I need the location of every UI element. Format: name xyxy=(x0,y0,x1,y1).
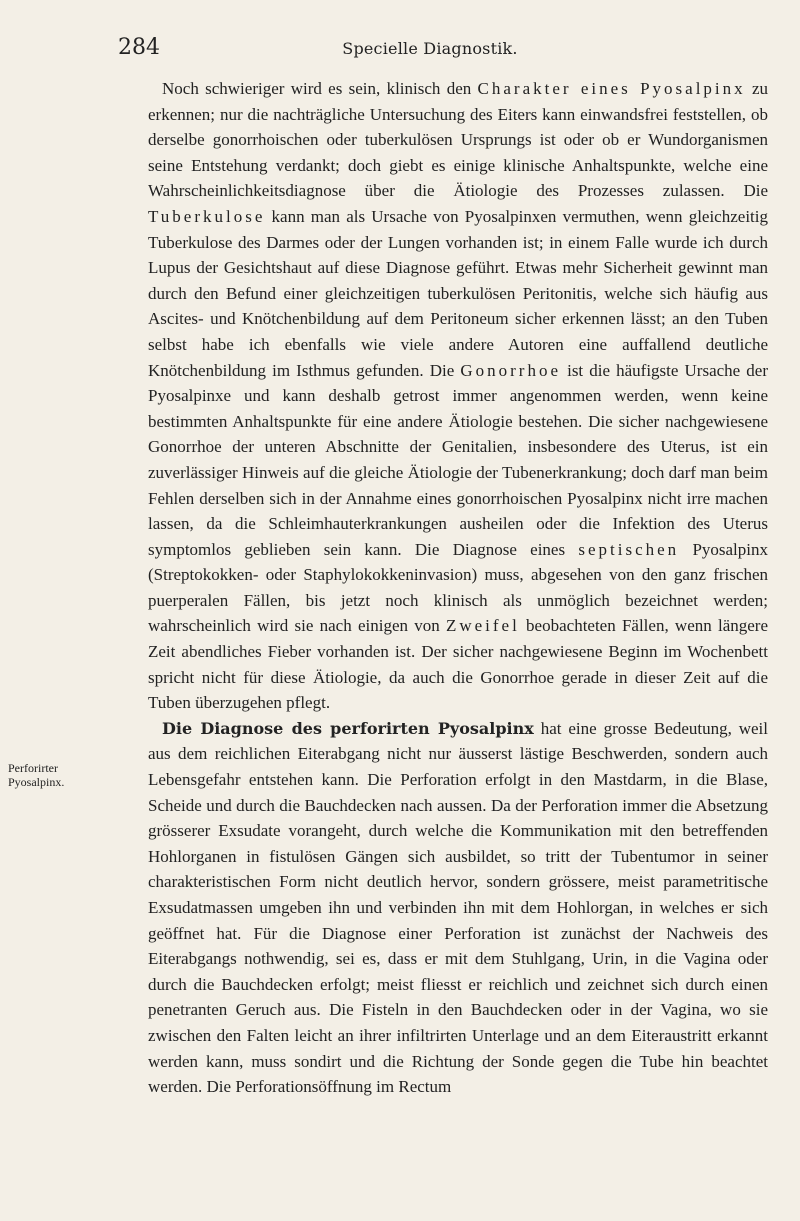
page-number: 284 xyxy=(118,35,160,60)
emphasis-spaced: Tuberkulose xyxy=(148,206,266,226)
margin-note xyxy=(8,761,108,789)
text-run: ist die häufigste Ursache der Pyosalpinxe und kann deshalb getrost immer angenommen werden, wenn keine bestimmten Anhaltspunkte für eine andere Ätiologie bestehen. Die sicher nachgewiesene Gonorrhoe der unteren Abschnitte der Genitalien, insbesondere des Uterus, ist ein zuverlässiger Hinweis auf die gleiche Ätiologie der Tubenerkrankung; doch darf man beim Fehlen derselben sich in der Annahme eines gonorrhoischen Pyosalpinx nicht irre machen lassen, da die Schleimhauterkrankungen ausheilen oder die Infektion des Uterus symptomlos geblieben sein kann. Die Diagnose eines xyxy=(148,360,769,559)
paragraph-charakter xyxy=(148,76,768,716)
text-run: hat eine grosse Bedeutung, weil aus dem reichlichen Eiterabgang nicht nur äusserst lästige Beschwerden, sondern auch Lebensgefahr entstehen kann. Die Perforation erfolgt in den Mastdarm, in die Blase, Scheide und durch die Bauchdecken nach aussen. Da der Perforation immer die Absetzung grösserer Exsudate vorangeht, durch welche die Kommunikation mit den betreffenden Hohlorganen in fistulösen Gängen sich ausbildet, so tritt der Tubentumor in seiner charakteristischen Form nicht deutlich hervor, sondern grössere, meist parametritische Exsudatmassen umgeben ihn und verbinden ihn mit dem Hohlorgan, in welches er sich geöffnet hat. Für die Diagnose einer Perforation ist zunächst der Nachweis des Eiterabgangs nothwendig, sei es, dass er mit dem Stuhlgang, Urin, in die Vagina oder durch die Bauchdecken erfolgt; meist fliesst er reichlich und zeichnet sich durch einen penetranten Geruch aus. Die Fisteln in den Bauchdecken oder in der Vagina, wo sie zwischen den Falten leicht an ihrer infiltrirten Unterlage und an dem Eiteraustritt erkannt werden kann, muss sondirt und die Richtung der Sonde gegen die Tube hin beachtet werden. Die Perforationsöffnung im Rectum xyxy=(148,718,769,1097)
emphasis-spaced: Charakter eines Pyosalpinx xyxy=(477,79,746,98)
text-run: Noch schwieriger wird es sein, klinisch den xyxy=(162,79,478,98)
text-run: kann man als Ursache von Pyosalpinxen vermuthen, wenn gleichzeitig Tuberkulose des Darmes oder der Lungen vorhanden ist; in einem Falle wurde ich durch Lupus der Gesichtshaut auf diese Diagnose geführt. Etwas mehr Sicherheit gewinnt man durch den Befund einer gleichzeitigen tuberkulösen Peritonitis, welche sich häufig aus Ascites- und Knötchenbildung auf dem Peritoneum sicher erkennen lässt; an den Tuben selbst habe ich ebenfalls wie viele andere Autoren eine auffallend deutliche Knötchenbildung im Isthmus gefunden. Die xyxy=(148,206,768,380)
emphasis-spaced: Gonorrhoe xyxy=(460,360,561,380)
text-run: Pyosalpinx (Streptokokken- oder Staphylokokkeninvasion) muss, abgesehen von den ganz frischen puerperalen Fällen, bis jetzt noch klinisch als unmöglich bezeichnet werden; wahrscheinlich wird sie nach einigen von xyxy=(148,539,769,636)
section-heading-inline: Die Diagnose des perforirten Pyosalpinx xyxy=(162,718,534,738)
text-run: zu erkennen; nur die nachträgliche Untersuchung des Eiters kann einwandsfrei feststellen, ob derselbe gonorrhoischen oder tuberkulösen Ursprungs ist oder ob er Wundorganismen seine Entstehung verdankt; doch giebt es einige klinische Anhaltspunkte, welche eine Wahrscheinlichkeitsdiagnose über die Ätiologie des Prozesses zulassen. Die xyxy=(148,79,769,201)
emphasis-spaced: septischen xyxy=(578,539,680,559)
paragraph-perforation xyxy=(148,716,768,1100)
margin-note-line-1: Perforirter xyxy=(8,761,58,775)
running-title: Specielle Diagnostik. xyxy=(342,39,518,58)
text-run: beobachteten Fällen, wenn längere Zeit abendliches Fieber vorhanden ist. Der sicher nachgewiesene Beginn im Wochenbett spricht nicht für diese Ätiologie, da auch die Gonorrhoe gerade in dieser Zeit auf die Tuben überzugehen pflegt. xyxy=(148,616,769,713)
margin-note-line-2: Pyosalpinx. xyxy=(8,775,65,789)
emphasis-spaced: Zweifel xyxy=(445,616,520,636)
page-header xyxy=(90,36,770,60)
body-text xyxy=(148,76,768,1100)
